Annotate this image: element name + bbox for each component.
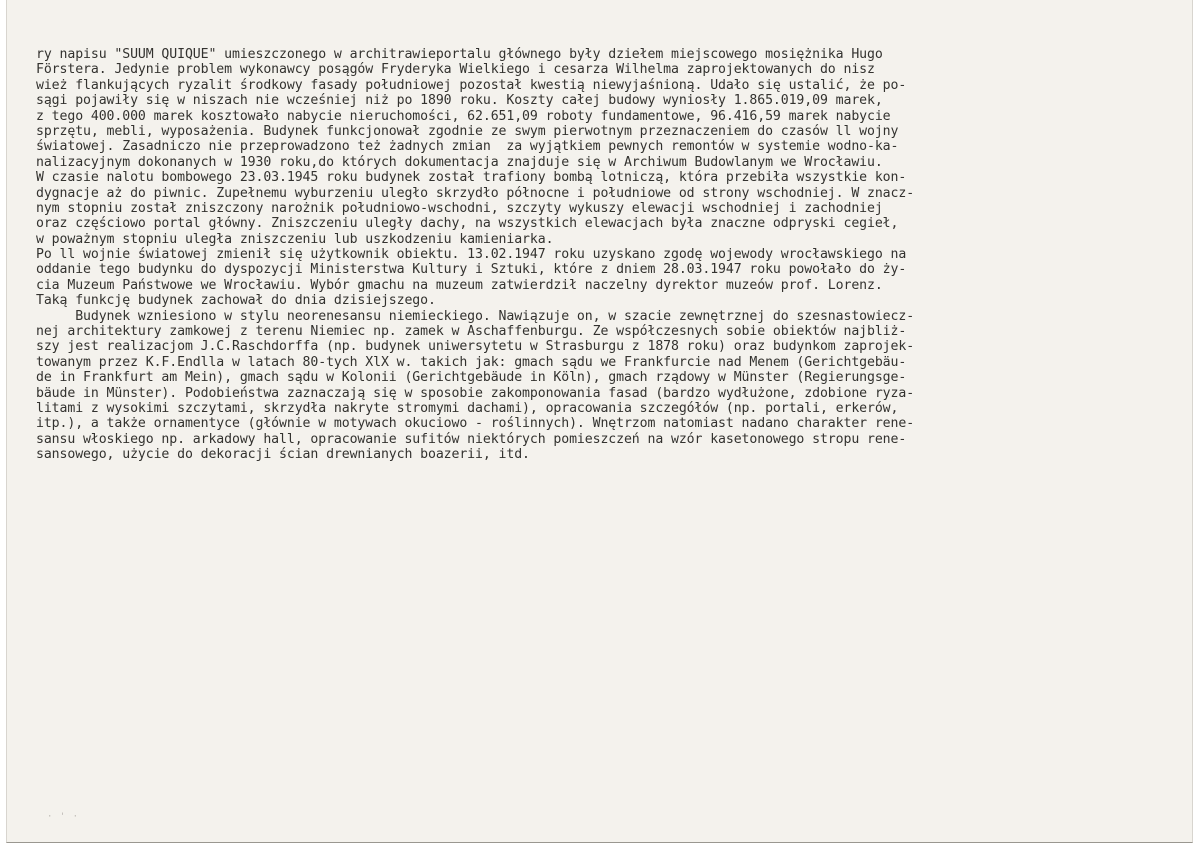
text-line: towanym przez K.F.Endlla w latach 80-tych XlX w. takich jak: gmach sądu we Frankfurcie nad Menem (Gerichtgebäu- [36,354,907,370]
text-line: nej architektury zamkowej z terenu Niemiec np. zamek w Aschaffenburgu. Ze współczesnych sobie obiektów najbliż- [36,324,907,340]
text-line: litami z wysokimi szczytami, skrzydła nakryte stromymi dachami), opracowania szczegółów (np. portali, erkerów, [36,400,899,416]
text-line: cia Muzeum Państwowe we Wrocławiu. Wybór gmachu na muzeum zatwierdził naczelny dyrektor muzeów prof. Lorenz. [36,277,883,293]
text-line: nym stopniu został zniszczony narożnik południowo-wschodni, szczyty wykuszy elewacji wschodniej i zachodniej [36,200,883,216]
text-line: W czasie nalotu bombowego 23.03.1945 roku budynek został trafiony bombą lotniczą, która przebiła wszystkie kon- [36,170,907,186]
text-line: itp.), a także ornamentyce (głównie w motywach okuciowo - roślinnych). Wnętrzom natomiast nadano charakter rene- [36,416,915,432]
text-line: Po ll wojnie światowej zmienił się użytkownik obiektu. 13.02.1947 roku uzyskano zgodę wojewody wrocławskiego na [36,247,907,263]
text-line: sprzętu, mebli, wyposażenia. Budynek funkcjonował zgodnie ze swym pierwotnym przeznaczeniem do czasów ll wojny [36,123,899,139]
text-line: sansu włoskiego np. arkadowy hall, opracowanie sufitów niektórych pomieszczeń na wzór kasetonowego stropu rene- [36,431,907,447]
text-line: bäude in Münster). Podobieństwa zaznaczają się w sposobie zakomponowania fasad (bardzo wydłużone, zdobione ryza- [36,385,915,401]
text-line: szy jest realizacjom J.C.Raschdorffa (np. budynek uniwersytetu w Strasburgu z 1878 roku) oraz budynkom zaprojek- [36,339,915,355]
text-line: Budynek wzniesiono w stylu neorenesansu niemieckiego. Nawiązuje on, w szacie zewnętrznej do szesnastowiecz- [36,308,915,324]
text-line: ry napisu "SUUM QUIQUE" umieszczonego w architrawieportalu głównego były dziełem miejscowego mosiężnika Hugo [36,47,883,62]
document-page [6,0,1193,843]
text-line: wież flankujących ryzalit środkowy fasady południowej pozostał kwestią niewyjaśnioną. Udało się ustalić, że po- [36,77,907,93]
text-line: nalizacyjnym dokonanych w 1930 roku,do których dokumentacja znajduje się w Archiwum Budowlanym we Wrocławiu. [36,154,883,170]
text-line: oddanie tego budynku do dyspozycji Ministerstwa Kultury i Sztuki, które z dniem 28.03.1947 roku powołało do ży- [36,262,907,278]
text-line: z tego 400.000 marek kosztowało nabycie nieruchomości, 62.651,09 roboty fundamentowe, 96.416,59 marek nabycie [36,108,891,124]
text-line: sągi pojawiły się w niszach nie wcześniej niż po 1890 roku. Koszty całej budowy wyniosły 1.865.019,09 marek, [36,93,883,109]
text-line: oraz częściowo portal główny. Zniszczeniu uległy dachy, na wszystkich elewacjach była znaczne odpryski cegieł, [36,216,899,232]
text-line: Taką funkcję budynek zachował do dnia dzisiejszego. [36,293,436,309]
text-line: dygnacje aż do piwnic. Zupełnemu wyburzeniu uległo skrzydło północne i południowe od strony wschodniej. W znacz- [36,185,915,201]
text-line: światowej. Zasadniczo nie przeprowadzono też żadnych zmian za wyjątkiem pewnych remontów w systemie wodno-ka- [36,139,899,155]
typed-text-body [36,47,1176,463]
text-line: de in Frankfurt am Mein), gmach sądu w Kolonii (Gerichtgebäude in Köln), gmach rządowy w Münster (Regierungsge- [36,370,907,386]
text-line: sansowego, użycie do dekoracji ścian drewnianych boazerii, itd. [36,447,530,463]
text-line: Försterа. Jedynie problem wykonawcy posągów Fryderyka Wielkiego i cesarza Wilhelma zaprojektowanych do nisz [36,62,875,78]
text-line: w poważnym stopniu uległa zniszczeniu lub uszkodzeniu kamieniarka. [36,231,554,247]
faint-edge-mark: · ' · [47,812,80,822]
